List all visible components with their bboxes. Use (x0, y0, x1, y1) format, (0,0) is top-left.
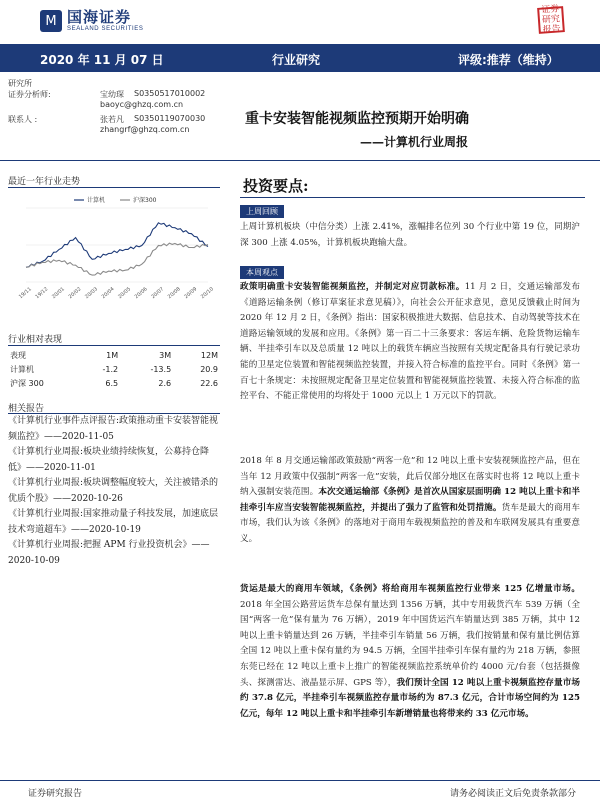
analyst-cert: S0350517010002 (134, 89, 206, 98)
header-divider (0, 160, 600, 161)
x-tick-label: 20/10 (199, 286, 215, 301)
report-date: 2020 年 11 月 07 日 (40, 53, 164, 67)
view-paragraph-3 (240, 582, 580, 722)
list-item[interactable]: 《计算机行业周报:板块调整幅度较大，关注被错杀的优质个股》——2020-10-26 (8, 478, 219, 504)
table-row (8, 376, 220, 390)
table-cell: 沪深 300 (10, 378, 44, 388)
x-tick-label: 19/11 (17, 286, 33, 301)
view-paragraph-2 (240, 454, 580, 548)
analyst-name: 宝幼琛 (100, 90, 124, 99)
trend-chart (8, 190, 220, 310)
table-cell: 2.6 (158, 378, 172, 388)
trend-label: 最近一年行业走势 (8, 177, 81, 187)
x-tick-label: 20/03 (84, 286, 99, 301)
trend-divider (8, 187, 220, 188)
para-bold: 本次交通运输部《条例》是首次从国家层面明确 12 吨以上重卡和半挂牵引车应当安装智能视频监控，并提出了强力了监管和处罚措施。 (240, 487, 580, 513)
perf-table (8, 348, 220, 390)
x-tick-label: 20/02 (67, 286, 83, 301)
footer-left: 证券研究报告 (28, 789, 83, 799)
rating: 评级:推荐（维持） (458, 53, 559, 67)
review-paragraph: 上周计算机板块（中信分类）上涨 2.41%，涨幅排名位列 30 个行业中第 19 位，同期沪深 300 上涨 4.05%，计算机板块跑输大盘。 (240, 222, 580, 248)
top-info-bar (0, 44, 600, 72)
para-text: 货车是最大的商用车市场，我们认为该《条例》的落地对于商用车载视频监控的普及和车联网发展具有重要意义。 (240, 502, 580, 544)
table-row (8, 362, 220, 376)
para-bold: 我们预计全国 12 吨以上重卡视频监控存量市场约 37.8 亿元，半挂牵引车视频监控存量市场约为 87.3 亿元，合计市场空间约为 125 亿元，每年 12 吨以上重卡和半挂牵引车新增销量也将带来约 33 亿元市场。 (240, 677, 581, 719)
list-item[interactable]: 《计算机行业周报:把握 APM 行业投资机会》——2020-10-09 (8, 540, 210, 566)
x-tick-label: 20/04 (100, 286, 116, 301)
table-header: 3M (159, 350, 172, 360)
table-header-row (8, 348, 220, 362)
brand-logo (40, 6, 190, 36)
x-tick-label: 20/07 (150, 286, 166, 301)
reports-label: 相关报告 (8, 404, 45, 414)
analyst-email[interactable]: baoyc@ghzq.com.cn (100, 100, 184, 109)
table-cell: 计算机 (10, 364, 34, 374)
tag-weekly-view: 本周观点 (240, 266, 284, 279)
contact-cert: S0350119070030 (134, 114, 206, 123)
related-reports-list (8, 414, 220, 569)
x-tick-label: 20/05 (117, 286, 133, 301)
list-item[interactable]: 《计算机行业周报:国家推动量子科技发展，加速底层技术弯道超车》——2020-10-19 (8, 509, 219, 535)
series-line-hs300 (26, 243, 208, 275)
x-tick-label: 20/01 (50, 286, 66, 301)
legend-computer: 计算机 (87, 197, 106, 204)
report-stamp: 证券研究报告 (537, 6, 565, 34)
list-item[interactable]: 《计算机行业事件点评报告:政策推动重卡安装智能视频监控》——2020-11-05 (8, 416, 219, 442)
perf-label: 行业相对表现 (8, 335, 63, 345)
invest-divider (240, 197, 585, 198)
contact-email[interactable]: zhangrf@ghzq.com.cn (100, 125, 190, 134)
x-tick-label: 20/08 (166, 286, 182, 301)
x-tick-label: 20/09 (183, 286, 199, 301)
footer-right: 请务必阅读正文后免责条款部分 (449, 789, 576, 799)
table-cell: 20.9 (200, 364, 218, 374)
table-cell: 22.6 (200, 378, 218, 388)
table-cell: -1.2 (102, 364, 119, 374)
footer-divider (0, 780, 600, 781)
list-item[interactable]: 《计算机行业周报:板块业绩持续恢复，公募持仓降低》——2020-11-01 (8, 447, 210, 473)
analyst-role: 证券分析师: (8, 90, 51, 99)
x-tick-label: 20/06 (133, 286, 149, 301)
invest-heading: 投资要点: (243, 177, 309, 195)
table-header: 表现 (10, 350, 26, 360)
table-header: 1M (106, 350, 119, 360)
report-type: 行业研究 (272, 53, 321, 67)
table-cell: 6.5 (105, 378, 119, 388)
institute-label: 研究所 (8, 79, 32, 88)
logo-name: 国海证券 (67, 8, 132, 26)
table-cell: -13.5 (150, 364, 172, 374)
perf-divider (8, 345, 220, 346)
table-header: 12M (200, 350, 218, 360)
logo-english: SEALAND SECURITIES (67, 26, 144, 32)
para-text: 2018 年 8 月交通运输部政策鼓励“两客一危”和 12 吨以上重卡安装视频监控产品，但在当年 12 月政策中仅强制“两客一危”安装，此后仅部分地区在落实时也将 12 吨以上重卡纳入强制安装范围。 (240, 456, 580, 498)
view-paragraph-1 (240, 280, 580, 405)
contact-role: 联系人 : (8, 115, 38, 124)
legend-hs300: 沪深300 (133, 197, 157, 204)
report-title: 重卡安装智能视频监控预期开始明确 (245, 111, 469, 127)
para-bold: 政策明确重卡安装智能视频监控，并制定对应罚款标准。 (240, 282, 465, 292)
x-tick-label: 19/12 (34, 286, 50, 301)
contact-name: 张若凡 (100, 115, 124, 124)
trend-chart-svg (8, 190, 220, 310)
para-bold: 货运是最大的商用车领域，《条例》将给商用车视频监控行业带来 125 亿增量市场。 (240, 584, 580, 594)
para-text: 11 月 2 日，交通运输部发布《道路运输条例（修订草案征求意见稿）》，向社会公开征求意见，意见反馈截止时间为 2020 年 12 月 2 日，《条例》指出：国家积极推进大数据、信息技术、自动驾驶等技术在道路运输领域的发展和应用。《条例》第一百二十三条要求：客运车辆、危险货物运输车辆、半挂牵引车以及总质量 12 吨以上的载货车辆应当按照有关规定配备具有行驶记录功能的卫星定位装置和智能视频监控装置，并接入符合标准的监控平台。同时《条例》第一百七十条规定：未按照规定配备卫星定位装置和智能视频监控装置、未接入符合标准的监控平台、不能正常使用的均将处于 1000 元以上 1 万元以下的罚款。 (240, 282, 580, 402)
logo-mark-icon: M (40, 10, 62, 32)
para-text: 2018 年全国公路营运货车总保有量达到 1356 万辆，其中专用载货汽车 539 万辆（全国“两客一危”保有量为 76 万辆），2019 年中国货运汽车销量达到 385 万辆，其中 12 吨以上重卡销量达到 26 万辆，半挂牵引车销量 56 万辆，我们按销量和保有量比例估算全国 12 吨以上重卡保有量约为 94.5 万辆，全国半挂牵引车保有量约为 218 万辆，参照东莞已经在 12 吨以上重卡上推广的智能视频监控系统单价约 4000 元/台套（包括摄像头、探测雷达、液晶显示屏、GPS 等）， (240, 599, 580, 688)
tag-weekly-review: 上周回顾 (240, 205, 284, 218)
report-subtitle: ——计算机行业周报 (360, 135, 469, 149)
